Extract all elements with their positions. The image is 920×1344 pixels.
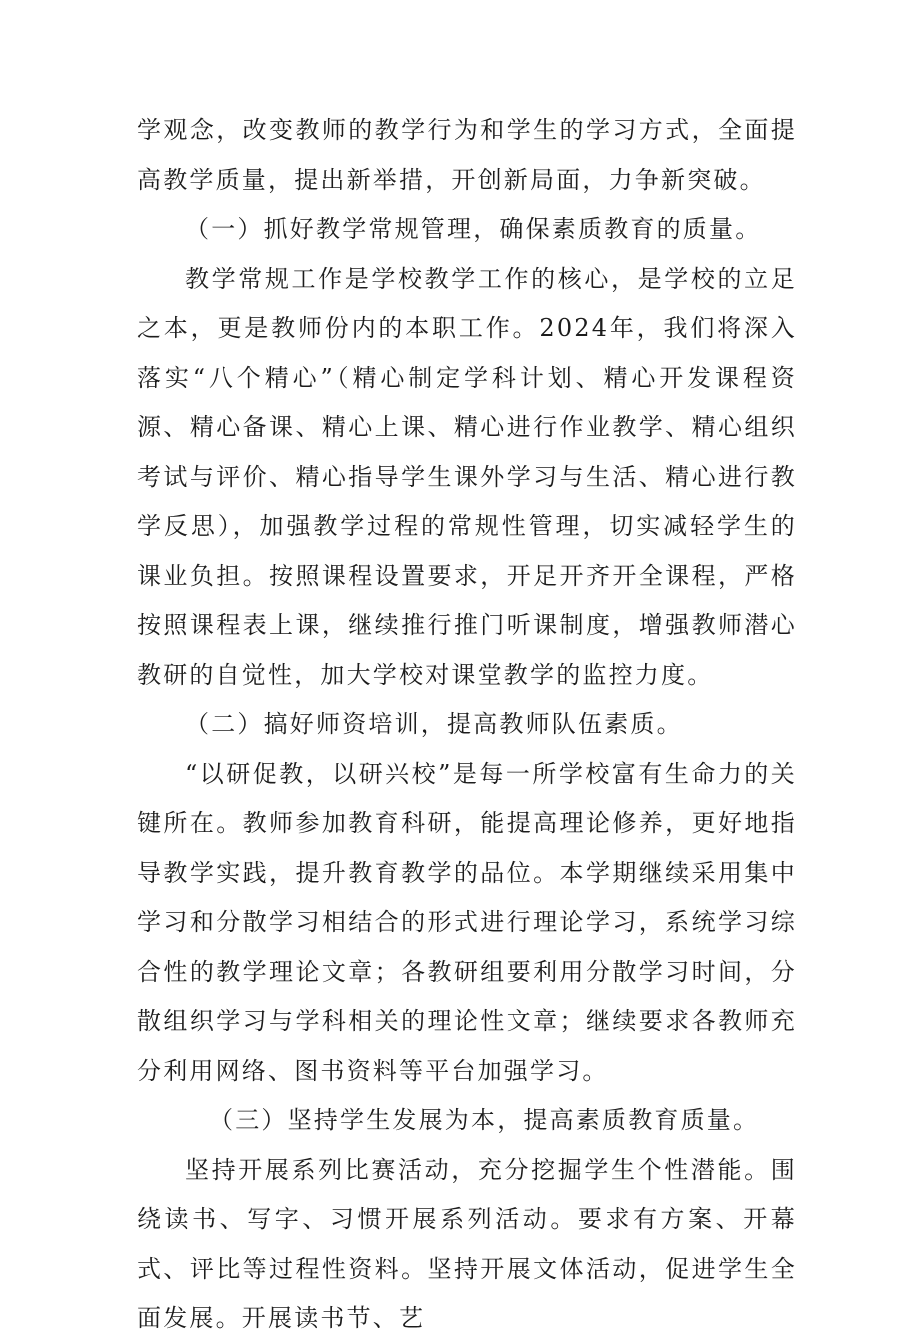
paragraph-teacher-training: “以研促教，以研兴校”是每一所学校富有生命力的关键所在。教师参加教育科研，能提高理论修养，更好地指导教学实践，提升教育教学的品位。本学期继续采用集中学习和分散学习相结合的形式进行理论学习，系统学习综合性的教学理论文章；各教研组要利用分散学习时间，分散组织学习与学科相关的理论性文章；继续要求各教师充分利用网络、图书资料等平台加强学习。	[137, 759, 797, 1085]
document-body	[137, 106, 797, 1344]
paragraph-student-development: 坚持开展系列比赛活动，充分挖掘学生个性潜能。围绕读书、写字、习惯开展系列活动。要求有方案、开幕式、评比等过程性资料。坚持开展文体活动，促进学生全面发展。开展读书节、艺	[137, 1155, 797, 1332]
section-heading-1: （一）抓好教学常规管理，确保素质教育的质量。	[185, 215, 762, 243]
section-heading-2: （二）搞好师资培训，提高教师队伍素质。	[185, 710, 683, 738]
paragraph-continuation: 学观念，改变教师的教学行为和学生的学习方式，全面提高教学质量，提出新举措，开创新局面，力争新突破。	[137, 116, 797, 194]
paragraph-teaching-routine: 教学常规工作是学校教学工作的核心，是学校的立足之本，更是教师份内的本职工作。2024年，我们将深入落实“八个精心”（精心制定学科计划、精心开发课程资源、精心备课、精心上课、精心进行作业教学、精心组织考试与评价、精心指导学生课外学习与生活、精心进行教学反思），加强教学过程的常规性管理，切实减轻学生的课业负担。按照课程设置要求，开足开齐开全课程，严格按照课程表上课，继续推行推门听课制度，增强教师潜心教研的自觉性，加大学校对课堂教学的监控力度。	[137, 264, 797, 689]
section-heading-3: （三）坚持学生发展为本，提高素质教育质量。	[209, 1106, 760, 1134]
